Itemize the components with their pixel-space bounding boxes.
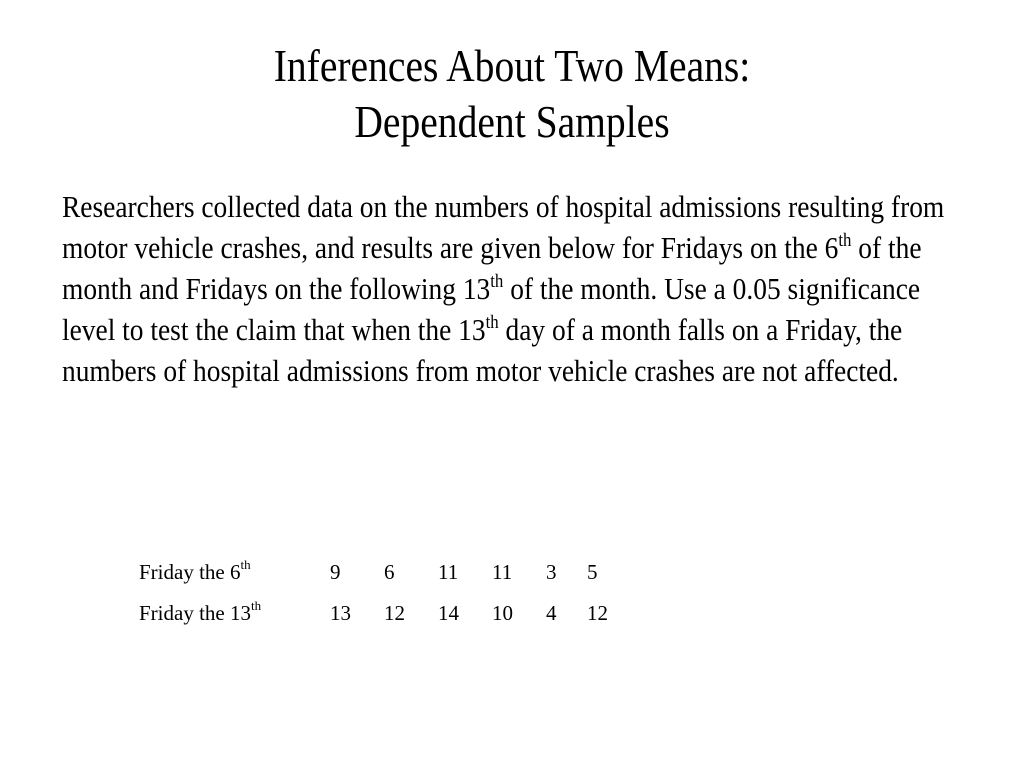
table-cell: 11 (492, 560, 513, 584)
ordinal-suffix-1: th (838, 229, 852, 251)
body-text-part-3: of the month. Use a 0.05 significance level to test the claim that when the 13 (62, 271, 921, 347)
table-cell: 6 (384, 560, 395, 584)
row-label-text: Friday the 13 (139, 601, 251, 625)
table-cell: 12 (587, 601, 608, 625)
slide-title-line-1: Inferences About Two Means: (273, 40, 751, 91)
row-label (139, 593, 330, 634)
table-cell: 11 (438, 560, 459, 584)
table-cell: 3 (546, 560, 557, 584)
table-cell: 12 (384, 601, 405, 625)
table-cell: 10 (492, 601, 513, 625)
table-cell: 14 (438, 601, 459, 625)
slide-title-line-2: Dependent Samples (354, 96, 670, 147)
problem-statement (62, 186, 947, 391)
body-text-part-4: day of a month falls on a Friday, the numbers of hospital admissions from motor vehicle crashes are not affected. (62, 312, 903, 388)
table-cell: 5 (587, 560, 598, 584)
table-row (139, 552, 641, 593)
ordinal-suffix-3: th (485, 311, 499, 333)
body-text-part-2: of the month and Fridays on the following 13 (62, 230, 922, 306)
table-cell: 13 (330, 601, 351, 625)
row-label-suffix: th (240, 557, 251, 572)
ordinal-suffix-2: th (490, 270, 504, 292)
row-label (139, 552, 330, 593)
table-cell: 9 (330, 560, 341, 584)
row-label-text: Friday the 6 (139, 560, 241, 584)
slide-title (72, 38, 953, 150)
table-cell: 4 (546, 601, 557, 625)
row-label-suffix: th (250, 598, 262, 613)
body-text-part-1: Researchers collected data on the numbers of hospital admissions resulting from motor vehicle crashes, and results are given below for Fridays on the 6 (62, 189, 945, 265)
data-table (139, 552, 641, 634)
table-row (139, 593, 641, 634)
